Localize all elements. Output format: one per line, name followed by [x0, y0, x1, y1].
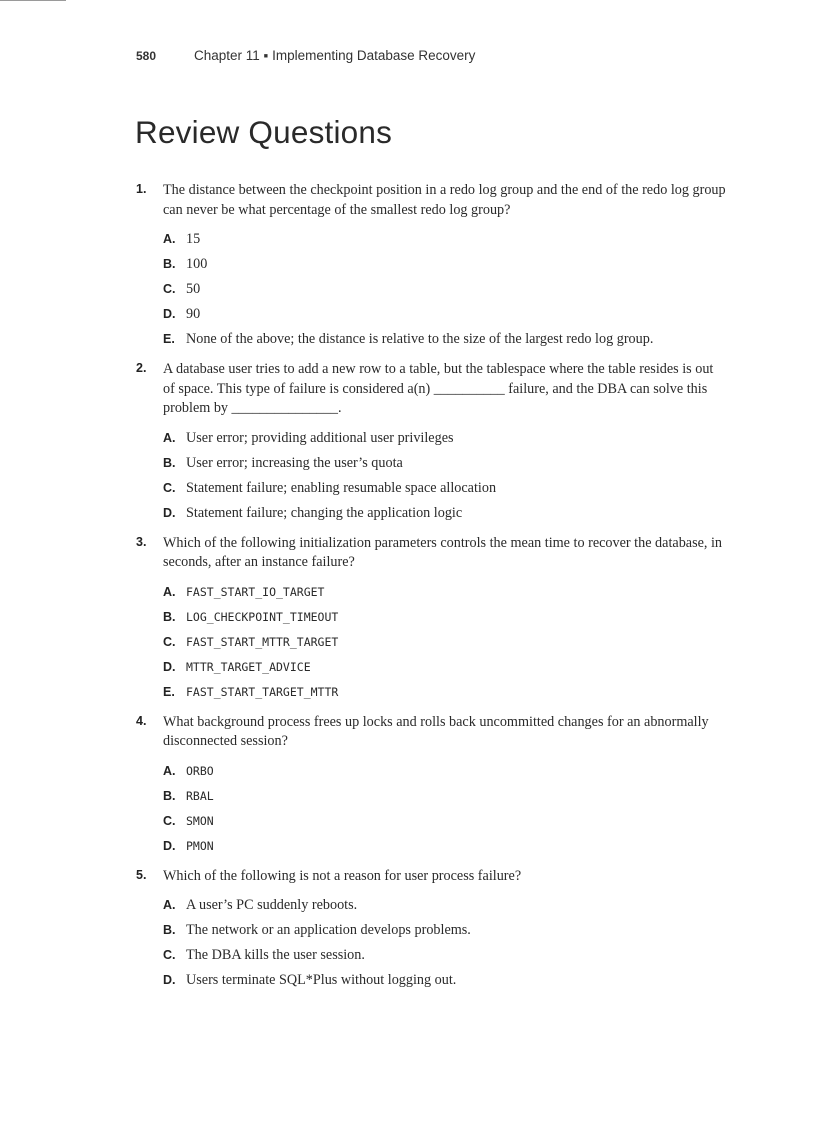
answer-option	[163, 629, 726, 654]
question-3	[136, 534, 726, 704]
option-text: The network or an application develops problems.	[186, 922, 471, 938]
option-letter: A.	[163, 763, 176, 778]
option-text: FAST_START_TARGET_MTTR	[186, 684, 339, 699]
option-letter: B.	[163, 455, 176, 470]
option-letter: A.	[163, 232, 176, 246]
option-text: None of the above; the distance is relative to the size of the largest redo log group.	[186, 331, 654, 347]
option-text: 90	[186, 306, 201, 322]
question-number: 1.	[136, 182, 147, 196]
option-letter: B.	[163, 257, 176, 271]
answer-option	[163, 783, 726, 808]
option-text: User error; providing additional user privileges	[186, 429, 454, 446]
option-letter: C.	[163, 282, 176, 296]
option-letter: C.	[163, 813, 176, 828]
answer-option	[163, 500, 726, 525]
page-number: 580	[136, 49, 157, 63]
answer-option	[163, 942, 726, 967]
answer-option	[163, 654, 726, 679]
option-letter: C.	[163, 948, 176, 962]
option-text: Statement failure; enabling resumable space allocation	[186, 479, 497, 496]
corner-rule	[0, 0, 66, 1]
option-letter: A.	[163, 898, 176, 912]
question-number: 3.	[136, 534, 147, 549]
question-number: 5.	[136, 867, 147, 882]
answer-option	[163, 808, 726, 833]
option-letter: C.	[163, 634, 176, 649]
option-text: 50	[186, 281, 201, 297]
question-text: The distance between the checkpoint position in a redo log group and the end of the redo log group can never be what percentage of the smallest redo log group?	[163, 182, 726, 218]
option-text: User error; increasing the user’s quota	[186, 454, 403, 471]
answer-option	[163, 833, 726, 858]
option-letter: E.	[163, 684, 175, 699]
option-letter: A.	[163, 584, 176, 599]
question-text: Which of the following initialization parameters controls the mean time to recover the database, in seconds, after an instance failure?	[163, 534, 723, 570]
option-text: LOG_CHECKPOINT_TIMEOUT	[186, 609, 339, 624]
answer-option	[163, 326, 726, 351]
option-text: 15	[186, 231, 201, 247]
question-2	[136, 360, 726, 525]
option-text: SMON	[186, 813, 214, 828]
question-5	[136, 867, 726, 993]
option-text: FAST_START_IO_TARGET	[186, 584, 325, 599]
question-text: Which of the following is not a reason for user process failure?	[163, 867, 522, 884]
running-header	[136, 48, 475, 63]
section-title: Review Questions	[135, 114, 393, 150]
answer-option	[163, 251, 726, 276]
answer-option	[163, 679, 726, 704]
option-letter: D.	[163, 505, 176, 520]
answer-option	[163, 917, 726, 942]
question-text: A database user tries to add a new row to a table, but the tablespace where the table resides is out of space. This type of failure is considered a(n) __________ failure, and the DBA can solve this problem by _______________.	[163, 361, 714, 416]
option-text: Users terminate SQL*Plus without logging out.	[186, 972, 457, 988]
option-text: A user’s PC suddenly reboots.	[186, 897, 358, 913]
answer-option	[163, 967, 726, 992]
answer-option	[163, 604, 726, 629]
option-letter: D.	[163, 659, 176, 674]
option-letter: C.	[163, 480, 176, 495]
answer-option	[163, 425, 726, 450]
answer-option	[163, 226, 726, 251]
question-1	[136, 181, 726, 351]
question-number: 2.	[136, 361, 147, 375]
answer-option	[163, 892, 726, 917]
answer-option	[163, 475, 726, 500]
answer-option	[163, 450, 726, 475]
answer-option	[163, 301, 726, 326]
option-letter: D.	[163, 307, 176, 321]
option-letter: B.	[163, 609, 176, 624]
option-text: The DBA kills the user session.	[186, 947, 365, 963]
option-letter: D.	[163, 973, 176, 987]
question-list	[136, 181, 726, 1001]
option-letter: B.	[163, 923, 176, 937]
option-letter: D.	[163, 838, 176, 853]
option-letter: B.	[163, 788, 176, 803]
option-text: MTTR_TARGET_ADVICE	[186, 659, 311, 674]
question-text: What background process frees up locks and rolls back uncommitted changes for an abnormally disconnected session?	[163, 713, 709, 749]
option-text: FAST_START_MTTR_TARGET	[186, 634, 339, 649]
question-4	[136, 713, 726, 858]
option-text: ORBO	[186, 763, 214, 778]
option-text: RBAL	[186, 788, 214, 803]
answer-option	[163, 276, 726, 301]
option-letter: E.	[163, 332, 175, 346]
answer-option	[163, 579, 726, 604]
option-text: Statement failure; changing the application logic	[186, 504, 463, 521]
chapter-title: Chapter 11 ▪ Implementing Database Recovery	[194, 48, 476, 63]
question-number: 4.	[136, 713, 147, 728]
option-text: PMON	[186, 838, 214, 853]
answer-option	[163, 758, 726, 783]
option-text: 100	[186, 256, 208, 272]
option-letter: A.	[163, 430, 176, 445]
